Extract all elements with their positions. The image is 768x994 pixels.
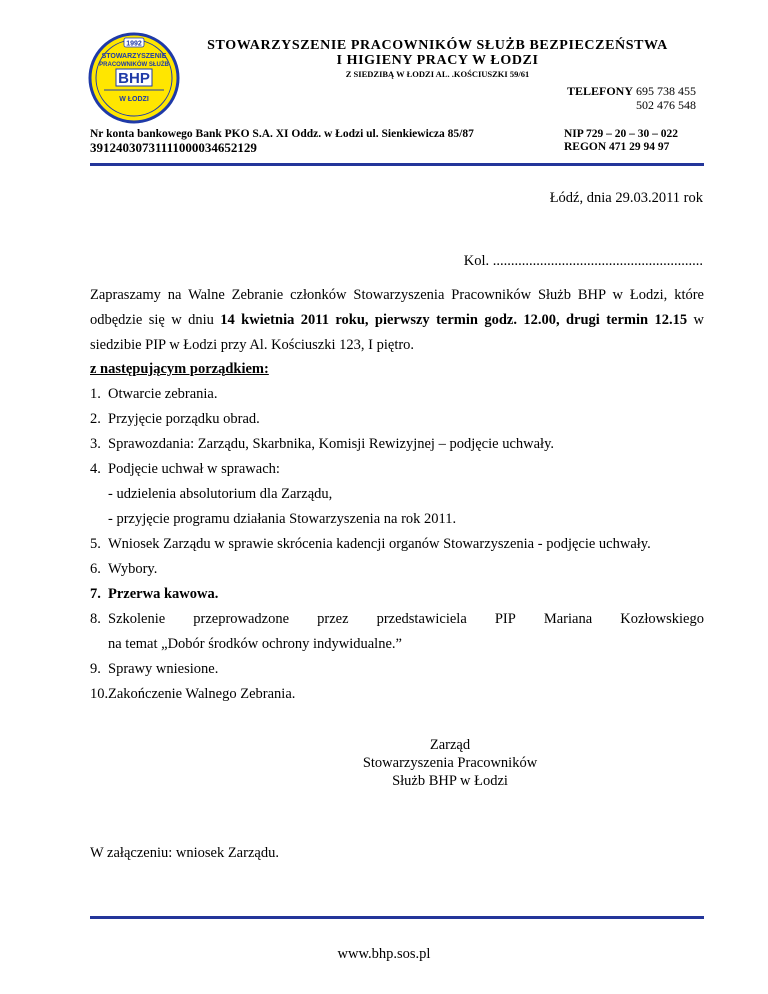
bank-name: Nr konta bankowego Bank PKO S.A. XI Oddz. w Łodzi ul. Sienkiewicza 85/87 — [90, 128, 474, 140]
agenda-item: 5. Wniosek Zarządu w sprawie skrócenia kadencji organów Stowarzyszenia - podjęcie uchwały. — [90, 536, 651, 552]
regon-number: REGON 471 29 94 97 — [564, 141, 670, 153]
agenda-item: 10. Zakończenie Walnego Zebrania. — [90, 686, 296, 702]
logo-line1: STOWARZYSZENIE — [101, 53, 167, 60]
organization-logo — [88, 32, 180, 124]
agenda-item: 3. Sprawozdania: Zarządu, Skarbnika, Komisji Rewizyjnej – podjęcie uchwały. — [90, 436, 555, 452]
organization-name — [200, 38, 675, 68]
meeting-date-time: 14 kwietnia 2011 roku, pierwszy termin godz. 12.00, drugi termin 12.15 — [220, 312, 688, 328]
agenda-item-justified-line: Szkolenie przeprowadzone przez przedstawiciela PIP Mariana Kozłowskiego — [108, 611, 704, 627]
phone-2: 502 476 548 — [636, 98, 696, 112]
agenda-item: 8. Szkolenie przeprowadzone przez przedstawiciela PIP Mariana Kozłowskiego na temat „Dobór środków ochrony indywidualne.” — [90, 607, 704, 657]
intro-part-2: w siedzibie PIP w Łodzi przy Al. Kościuszki 123, I piętro. — [90, 312, 704, 353]
footer-website: www.bhp.sos.pl — [337, 946, 431, 962]
phone-1: 695 738 455 — [636, 84, 696, 98]
agenda-item: 6. Wybory. — [90, 561, 158, 577]
agenda-subitem: - udzielenia absolutorium dla Zarządu, — [108, 486, 333, 502]
bank-account-number: 39124030731111000034652129 — [90, 140, 257, 155]
footer-divider — [90, 916, 704, 919]
signature-line2: Stowarzyszenia Pracowników — [362, 755, 538, 771]
organization-name-line1: STOWARZYSZENIE PRACOWNIKÓW SŁUŻB BEZPIECZEŃSTWA — [207, 38, 668, 53]
logo-abbr: BHP — [118, 70, 150, 87]
agenda-item: 7. Przerwa kawowa. — [90, 586, 219, 602]
agenda-title: z następującym porządkiem: — [90, 361, 269, 377]
organization-seat: Z SIEDZIBĄ W ŁODZI AL. .KOŚCIUSZKI 59/61 — [345, 69, 530, 79]
nip-number: NIP 729 – 20 – 30 – 022 — [564, 128, 679, 140]
agenda-item: 9. Sprawy wniesione. — [90, 661, 219, 677]
tax-ids — [564, 128, 678, 154]
bank-info — [90, 128, 474, 154]
signature-line3: Służb BHP w Łodzi — [392, 773, 508, 789]
signature-block — [300, 736, 600, 790]
agenda-subitem: - przyjęcie programu działania Stowarzyszenia na rok 2011. — [108, 511, 457, 527]
intro-part-1: Zapraszamy na Walne Zebranie członków Stowarzyszenia Pracowników Służb BHP w Łodzi, które odbędzie się w dniu — [90, 287, 704, 328]
logo-line2: PRACOWNIKÓW SŁUŻB — [99, 62, 169, 68]
invitation-paragraph — [90, 283, 704, 358]
recipient-line: Kol. .......................................................... — [463, 253, 703, 269]
agenda-item: 2. Przyjęcie porządku obrad. — [90, 411, 260, 427]
signature-line1: Zarząd — [429, 737, 471, 753]
logo-year: 1992 — [126, 40, 142, 48]
organization-name-line2: I HIGIENY PRACY W ŁODZI — [336, 53, 539, 68]
header-divider — [90, 163, 704, 166]
letter-date: Łódź, dnia 29.03.2011 rok — [549, 190, 703, 206]
agenda-item: 1. Otwarcie zebrania. — [90, 386, 218, 402]
agenda-list — [90, 382, 704, 707]
agenda-item: 4. Podjęcie uchwał w sprawach: - udzielenia absolutorium dla Zarządu, - przyjęcie programu działania Stowarzyszenia na rok 2011. — [90, 457, 704, 532]
phones-label: TELEFONY — [566, 84, 633, 98]
phones-block — [567, 84, 696, 112]
attachment-note: W załączeniu: wniosek Zarządu. — [90, 845, 279, 861]
logo-city: W ŁODZI — [119, 96, 149, 103]
